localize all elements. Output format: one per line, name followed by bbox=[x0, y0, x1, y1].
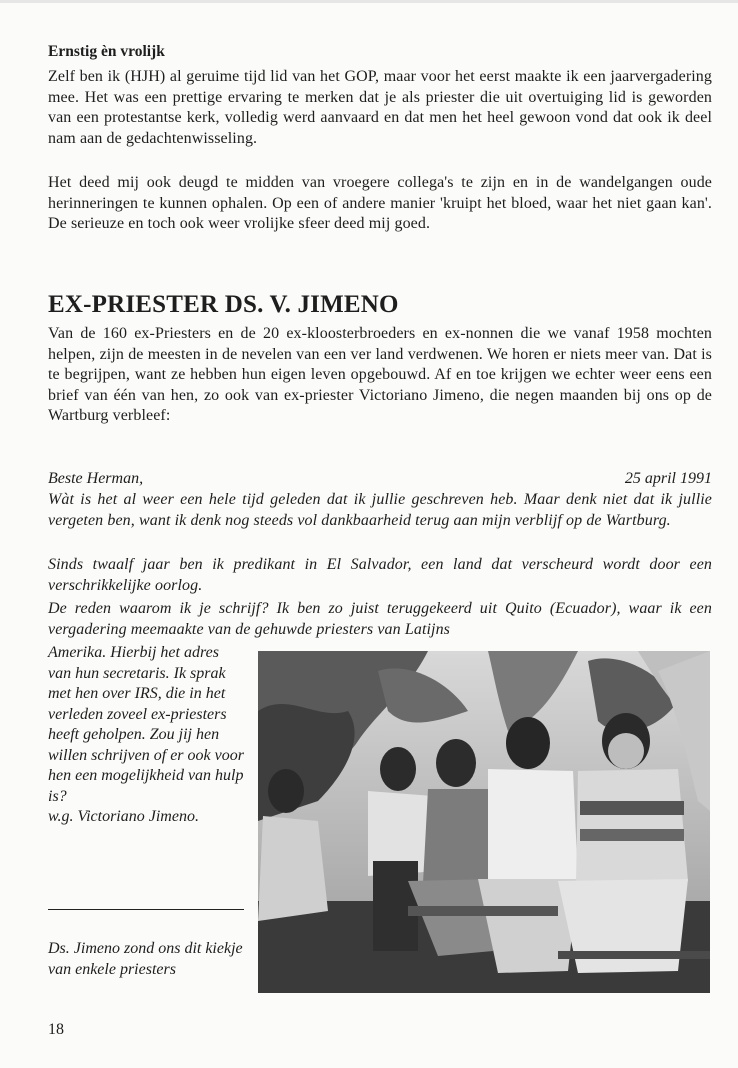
letter-signature: w.g. Victoriano Jimeno. bbox=[48, 808, 199, 825]
letter-continuation-text: Amerika. Hierbij het adres van hun secretaris. Ik sprak met hen over IRS, die in het verleden zoveel ex-priesters heeft geholpen. Zou jij hen willen schrijven of er ook voor hen een mogelijkheid van hulp is? bbox=[48, 644, 244, 805]
paragraph-gop: Zelf ben ik (HJH) al geruime tijd lid van het GOP, maar voor het eerst maakte ik een jaarvergadering mee. Het was een prettige ervaring te merken dat je als priester die uit overtuiging lid is geworden van een protestantse kerk, volledig werd aanvaard en dat men het heel gewoon vond dat ook ik deel nam aan de gedachtenwisseling. bbox=[48, 68, 712, 147]
paragraph-collegas: Het deed mij ook deugd te midden van vroegere collega's te zijn en in de wandelgangen oude herinneringen te kunnen ophalen. Op een of andere manier 'kruipt het bloed, waar het niet gaan kan'. De serieuze en toch ook weer vrolijke sfeer deed mij goed. bbox=[48, 174, 712, 232]
subheading-ernstig-en-vrolijk: Ernstig èn vrolijk bbox=[48, 43, 165, 60]
letter-paragraph-2: Sinds twaalf jaar ben ik predikant in El Salvador, een land dat verscheurd wordt door een verschrikkelijke oorlog. bbox=[48, 556, 712, 594]
letter-header bbox=[48, 469, 712, 490]
article-title: EX-PRIESTER DS. V. JIMENO bbox=[48, 291, 399, 318]
letter-date: 25 april 1991 bbox=[624, 470, 712, 487]
letter-paragraph-3-continued bbox=[48, 643, 246, 828]
letter-paragraph-3: De reden waarom ik je schrijf? Ik ben zo juist teruggekeerd uit Quito (Ecuador), waar ik een vergadering meemaakte van de gehuwde priesters van Latijns bbox=[48, 600, 712, 638]
letter-paragraph-1: Wàt is het al weer een hele tijd geleden dat ik jullie geschreven heb. Maar denk niet dat ik jullie vergeten ben, want ik denk nog steeds vol dankbaarheid terug aan mijn verblijf op de Wartburg. bbox=[48, 491, 712, 529]
priests-photo-drawing bbox=[258, 651, 710, 993]
caption-divider bbox=[48, 909, 244, 910]
letter-salutation: Beste Herman, bbox=[48, 470, 144, 487]
paragraph-intro: Van de 160 ex-Priesters en de 20 ex-kloosterbroeders en ex-nonnen die we vanaf 1958 mochten helpen, zijn de meesten in de nevelen van een ver land verdwenen. We horen er niets meer van. Dat is te begrijpen, want ze hebben hun eigen leven opgebouwd. Af en toe krijgen we echter weer eens een brief van één van hen, zo ook van ex-priester Victoriano Jimeno, die negen maanden bij ons op de Wartburg verbleef: bbox=[48, 325, 712, 424]
page-number: 18 bbox=[48, 1021, 64, 1038]
photo-caption: Ds. Jimeno zond ons dit kiekje van enkele priesters bbox=[48, 940, 243, 978]
priests-photo bbox=[258, 651, 710, 993]
